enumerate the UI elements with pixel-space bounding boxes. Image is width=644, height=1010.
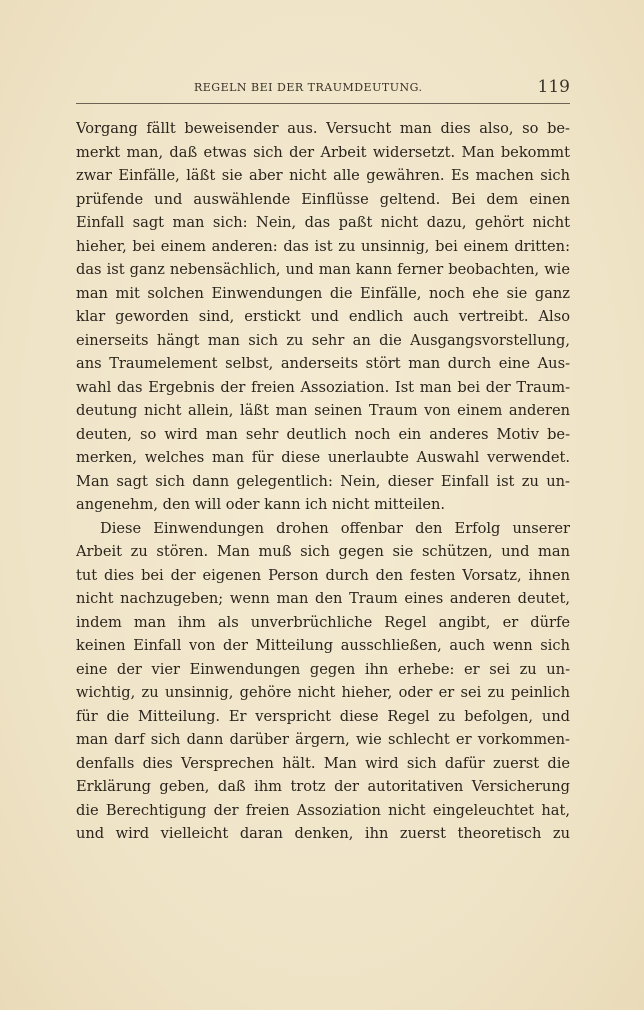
text-line: wichtig, zu unsinnig, gehöre nicht hieher, oder er sei zu peinlich <box>76 684 570 701</box>
text-line: und wird vielleicht daran denken, ihn zuerst theoretisch zu <box>76 825 570 842</box>
text-line: man darf sich dann darüber ärgern, wie schlecht er vorkommen- <box>76 731 570 748</box>
text-line: tut dies bei der eigenen Person durch den festen Vorsatz, ihnen <box>76 566 570 584</box>
text-line: Einfall sagt man sich: Nein, das paßt nicht dazu, gehört nicht <box>76 214 570 231</box>
text-line: eine der vier Einwendungen gegen ihn erhebe: er sei zu un- <box>76 660 570 678</box>
text-line: wahl das Ergebnis der freien Assoziation. Ist man bei der Traum- <box>76 378 570 396</box>
paragraph-1 <box>76 117 570 517</box>
text-line: merkt man, daß etwas sich der Arbeit widersetzt. Man bekommt <box>76 143 570 161</box>
text-line: deuten, so wird man sehr deutlich noch ein anderes Motiv be- <box>76 425 570 443</box>
text-line: zwar Einfälle, läßt sie aber nicht alle gewähren. Es machen sich <box>76 167 570 184</box>
text-line: keinen Einfall von der Mitteilung ausschließen, auch wenn sich <box>76 637 570 654</box>
text-line: man mit solchen Einwendungen die Einfälle, noch ehe sie ganz <box>76 284 570 302</box>
running-head: REGELN BEI DER TRAUMDEUTUNG. <box>194 81 423 94</box>
page-number: 119 <box>537 77 570 97</box>
text-line: ans Traumelement selbst, anderseits stört man durch eine Aus- <box>76 355 570 372</box>
text-line: Erklärung geben, daß ihm trotz der autoritativen Versicherung <box>76 778 570 795</box>
text-line: indem man ihm als unverbrüchliche Regel angibt, er dürfe <box>76 613 570 631</box>
text-line: nicht nachzugeben; wenn man den Traum eines anderen deutet, <box>76 590 570 607</box>
header-rule <box>76 103 570 104</box>
text-line: deutung nicht allein, läßt man seinen Traum von einem anderen <box>76 402 570 419</box>
body-text <box>76 117 570 846</box>
text-line: klar geworden sind, erstickt und endlich auch vertreibt. Also <box>76 308 570 325</box>
text-line: Vorgang fällt beweisender aus. Versucht man dies also, so be- <box>76 120 570 137</box>
text-line: Man sagt sich dann gelegentlich: Nein, dieser Einfall ist zu un- <box>76 472 570 490</box>
page-header <box>76 77 570 101</box>
text-line: Diese Einwendungen drohen offenbar den Erfolg unserer <box>100 519 570 537</box>
text-line: denfalls dies Versprechen hält. Man wird sich dafür zuerst die <box>76 754 570 772</box>
text-line: prüfende und auswählende Einflüsse geltend. Bei dem einen <box>76 190 570 208</box>
text-line: einerseits hängt man sich zu sehr an die Ausgangsvorstellung, <box>76 331 570 349</box>
text-line: die Berechtigung der freien Assoziation nicht eingeleuchtet hat, <box>76 801 570 819</box>
text-line: Arbeit zu stören. Man muß sich gegen sie schützen, und man <box>76 543 570 560</box>
text-line: angenehm, den will oder kann ich nicht mitteilen. <box>76 496 446 513</box>
text-line: für die Mitteilung. Er verspricht diese Regel zu befolgen, und <box>76 707 570 725</box>
paragraph-2 <box>76 517 570 846</box>
text-line: merken, welches man für diese unerlaubte Auswahl verwendet. <box>76 449 570 466</box>
text-line: hieher, bei einem anderen: das ist zu unsinnig, bei einem dritten: <box>76 237 570 255</box>
text-line: das ist ganz nebensächlich, und man kann ferner beobachten, wie <box>76 261 570 278</box>
